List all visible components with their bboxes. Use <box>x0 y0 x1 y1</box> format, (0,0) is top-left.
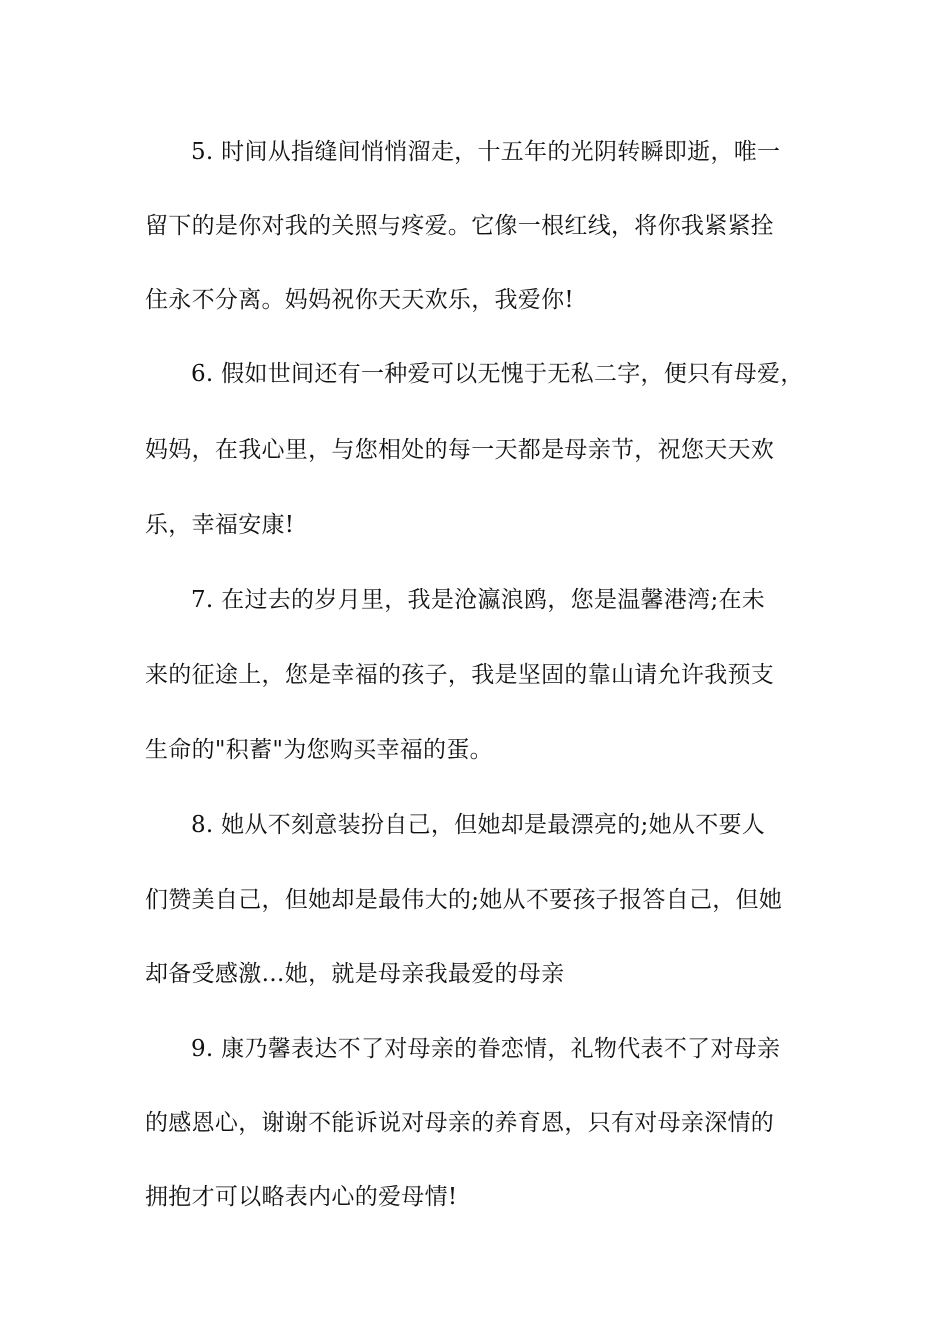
paragraph-6-line-2: 妈妈，在我心里，与您相处的每一天都是母亲节，祝您天天欢 <box>145 437 775 463</box>
paragraph-5-line-1: 5. 时间从指缝间悄悄溜走，十五年的光阴转瞬即逝，唯一 <box>191 139 781 165</box>
paragraph-8-line-2: 们赞美自己，但她却是最伟大的;她从不要孩子报答自己，但她 <box>145 887 783 913</box>
paragraph-7-line-3: 生命的"积蓄"为您购买幸福的蛋。 <box>145 737 493 763</box>
paragraph-9-line-1: 9. 康乃馨表达不了对母亲的眷恋情，礼物代表不了对母亲 <box>191 1036 781 1062</box>
paragraph-7-line-1: 7. 在过去的岁月里，我是沧瀛浪鸥，您是温馨港湾;在未 <box>191 587 766 613</box>
paragraph-8-line-1: 8. 她从不刻意装扮自己，但她却是最漂亮的;她从不要人 <box>191 812 766 838</box>
paragraph-7-line-2: 来的征途上，您是幸福的孩子，我是坚固的靠山请允许我预支 <box>145 662 775 688</box>
paragraph-9-line-3: 拥抱才可以略表内心的爱母情! <box>145 1184 458 1210</box>
paragraph-9-line-2: 的感恩心，谢谢不能诉说对母亲的养育恩，只有对母亲深情的 <box>145 1110 775 1136</box>
paragraph-6-line-3: 乐，幸福安康! <box>145 512 295 538</box>
paragraph-5-line-2: 留下的是你对我的关照与疼爱。它像一根红线，将你我紧紧拴 <box>145 213 775 239</box>
paragraph-8-line-3: 却备受感激…她，就是母亲我最爱的母亲 <box>145 961 565 987</box>
paragraph-6-line-1: 6. 假如世间还有一种爱可以无愧于无私二字，便只有母爱， <box>191 361 804 387</box>
paragraph-5-line-3: 住永不分离。妈妈祝你天天欢乐，我爱你! <box>145 287 574 313</box>
